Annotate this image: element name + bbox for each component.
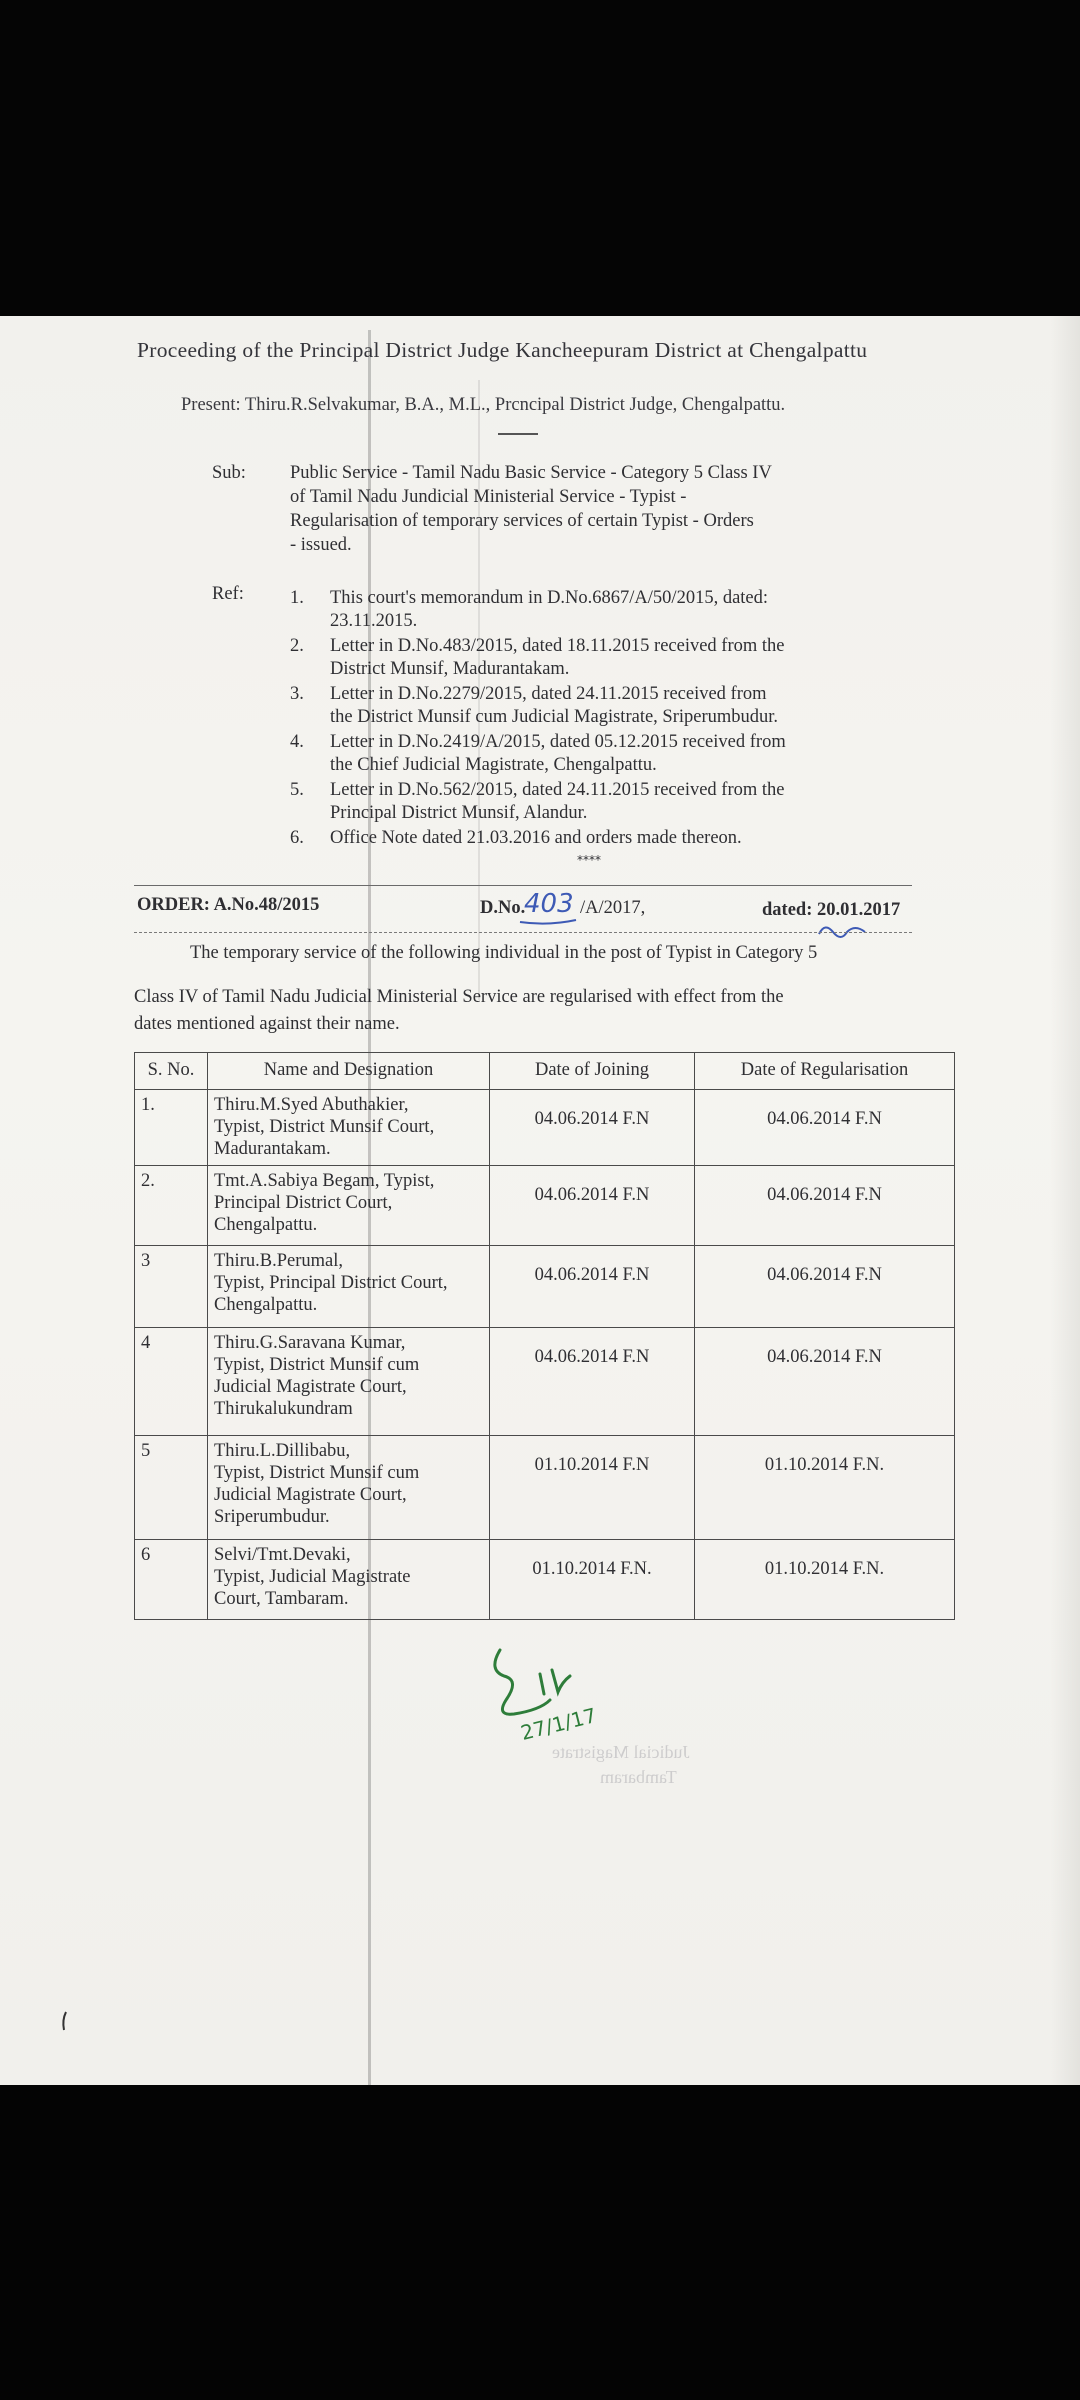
bottom-black-margin: [0, 2085, 1080, 2400]
cell-joining: 01.10.2014 F.N.: [490, 1540, 695, 1620]
cell-name: [208, 1090, 490, 1166]
order-dno-suffix: /A/2017,: [580, 898, 646, 918]
ref-2-line-1: Letter in D.No.483/2015, dated 18.11.2015 received from the: [330, 636, 785, 656]
cell-sno: 5: [135, 1436, 208, 1540]
subject-label: Sub:: [212, 463, 246, 483]
table-header-row: [135, 1053, 955, 1090]
ref-num-3: 3.: [290, 684, 304, 704]
handwriting-underline: [518, 918, 578, 926]
cell-name: [208, 1166, 490, 1246]
name-line: Thiru.B.Perumal,: [214, 1251, 343, 1271]
name-line: Court, Tambaram.: [214, 1589, 349, 1609]
cell-sno: 1.: [135, 1090, 208, 1166]
ref-num-6: 6.: [290, 828, 304, 848]
signature-date: 27/1/17: [518, 1703, 599, 1745]
ref-6-line-1: Office Note dated 21.03.2016 and orders made thereon.: [330, 828, 742, 848]
order-body-line-1: The temporary service of the following individual in the post of Typist in Category 5: [190, 943, 818, 963]
cell-name: [208, 1436, 490, 1540]
top-black-margin: [0, 0, 1080, 316]
cell-joining: 04.06.2014 F.N: [490, 1246, 695, 1328]
page-edge-shadow: [1050, 316, 1080, 2085]
name-line: Selvi/Tmt.Devaki,: [214, 1545, 351, 1565]
table-row: [135, 1328, 955, 1436]
cell-sno: 6: [135, 1540, 208, 1620]
name-line: Typist, Judicial Magistrate: [214, 1567, 411, 1587]
ref-num-2: 2.: [290, 636, 304, 656]
name-line: Chengalpattu.: [214, 1295, 318, 1315]
header-joining: Date of Joining: [490, 1053, 695, 1090]
name-line: Thiru.L.Dillibabu,: [214, 1441, 351, 1461]
name-line: Judicial Magistrate Court,: [214, 1485, 407, 1505]
handwritten-scribble: [815, 920, 870, 948]
document-title: Proceeding of the Principal District Judge Kancheepuram District at Chengalpattu: [137, 338, 868, 362]
ref-1-line-2: 23.11.2015.: [330, 611, 418, 631]
table-row: [135, 1166, 955, 1246]
separator-stars: ****: [577, 853, 601, 867]
cell-regularisation: 04.06.2014 F.N: [695, 1328, 955, 1436]
header-name: Name and Designation: [208, 1053, 490, 1090]
name-line: Madurantakam.: [214, 1139, 331, 1159]
name-line: Thirukalukundram: [214, 1399, 353, 1419]
name-line: Typist, District Munsif Court,: [214, 1117, 435, 1137]
name-line: Chengalpattu.: [214, 1215, 318, 1235]
header-regularisation: Date of Regularisation: [695, 1053, 955, 1090]
cell-joining: 04.06.2014 F.N: [490, 1090, 695, 1166]
title-underline: [498, 433, 538, 435]
table-row: [135, 1090, 955, 1166]
ref-5-line-2: Principal District Munsif, Alandur.: [330, 803, 588, 823]
ref-4-line-2: the Chief Judicial Magistrate, Chengalpattu.: [330, 755, 657, 775]
name-line: Typist, Principal District Court,: [214, 1273, 448, 1293]
regularisation-table: [134, 1052, 955, 1620]
name-line: Judicial Magistrate Court,: [214, 1377, 407, 1397]
cell-joining: 04.06.2014 F.N: [490, 1328, 695, 1436]
show-through-stamp: Judicial Magistrate: [552, 1742, 690, 1762]
table-row: [135, 1436, 955, 1540]
subject-line-2: of Tamil Nadu Jundicial Ministerial Service - Typist -: [290, 487, 687, 507]
order-number: ORDER: A.No.48/2015: [137, 895, 320, 915]
ref-3-line-1: Letter in D.No.2279/2015, dated 24.11.2015 received from: [330, 684, 767, 704]
cell-sno: 2.: [135, 1166, 208, 1246]
ref-5-line-1: Letter in D.No.562/2015, dated 24.11.2015 received from the: [330, 780, 785, 800]
ref-num-4: 4.: [290, 732, 304, 752]
cell-regularisation: 04.06.2014 F.N: [695, 1246, 955, 1328]
name-line: Tmt.A.Sabiya Begam, Typist,: [214, 1171, 435, 1191]
ref-num-1: 1.: [290, 588, 304, 608]
order-dno-prefix: D.No.: [480, 898, 526, 918]
cell-name: [208, 1246, 490, 1328]
name-line: Sriperumbudur.: [214, 1507, 330, 1527]
cell-regularisation: 04.06.2014 F.N: [695, 1166, 955, 1246]
ref-num-5: 5.: [290, 780, 304, 800]
order-body-line-3: dates mentioned against their name.: [134, 1014, 400, 1034]
table-row: [135, 1246, 955, 1328]
subject-line-1: Public Service - Tamil Nadu Basic Service - Category 5 Class IV: [290, 463, 772, 483]
cell-joining: 04.06.2014 F.N: [490, 1166, 695, 1246]
cell-regularisation: 01.10.2014 F.N.: [695, 1540, 955, 1620]
name-line: Thiru.M.Syed Abuthakier,: [214, 1095, 409, 1115]
order-body-line-2: Class IV of Tamil Nadu Judicial Ministerial Service are regularised with effect from the: [134, 987, 784, 1007]
cell-name: [208, 1540, 490, 1620]
subject-line-3: Regularisation of temporary services of certain Typist - Orders: [290, 511, 754, 531]
subject-line-4: - issued.: [290, 535, 352, 555]
ref-1-line-1: This court's memorandum in D.No.6867/A/50/2015, dated:: [330, 588, 769, 608]
cell-name: [208, 1328, 490, 1436]
order-date: dated: 20.01.2017: [762, 900, 901, 920]
ref-3-line-2: the District Munsif cum Judicial Magistrate, Sriperumbudur.: [330, 707, 779, 727]
order-dno-handwritten: 403: [524, 889, 574, 919]
cell-regularisation: 01.10.2014 F.N.: [695, 1436, 955, 1540]
order-rule-top: [134, 885, 912, 886]
show-through-stamp: Tambaram: [600, 1767, 677, 1787]
table-row: [135, 1540, 955, 1620]
name-line: Typist, District Munsif cum: [214, 1463, 420, 1483]
header-sno: S. No.: [135, 1053, 208, 1090]
reference-label: Ref:: [212, 584, 244, 604]
cell-joining: 01.10.2014 F.N: [490, 1436, 695, 1540]
cell-regularisation: 04.06.2014 F.N: [695, 1090, 955, 1166]
ref-4-line-1: Letter in D.No.2419/A/2015, dated 05.12.2015 received from: [330, 732, 786, 752]
order-rule-bottom: [134, 932, 912, 933]
name-line: Principal District Court,: [214, 1193, 393, 1213]
name-line: Typist, District Munsif cum: [214, 1355, 420, 1375]
ref-2-line-2: District Munsif, Madurantakam.: [330, 659, 570, 679]
cell-sno: 3: [135, 1246, 208, 1328]
present-line: Present: Thiru.R.Selvakumar, B.A., M.L., Prcncipal District Judge, Chengalpattu.: [181, 395, 786, 415]
ink-mark: [58, 2010, 72, 2032]
cell-sno: 4: [135, 1328, 208, 1436]
name-line: Thiru.G.Saravana Kumar,: [214, 1333, 406, 1353]
